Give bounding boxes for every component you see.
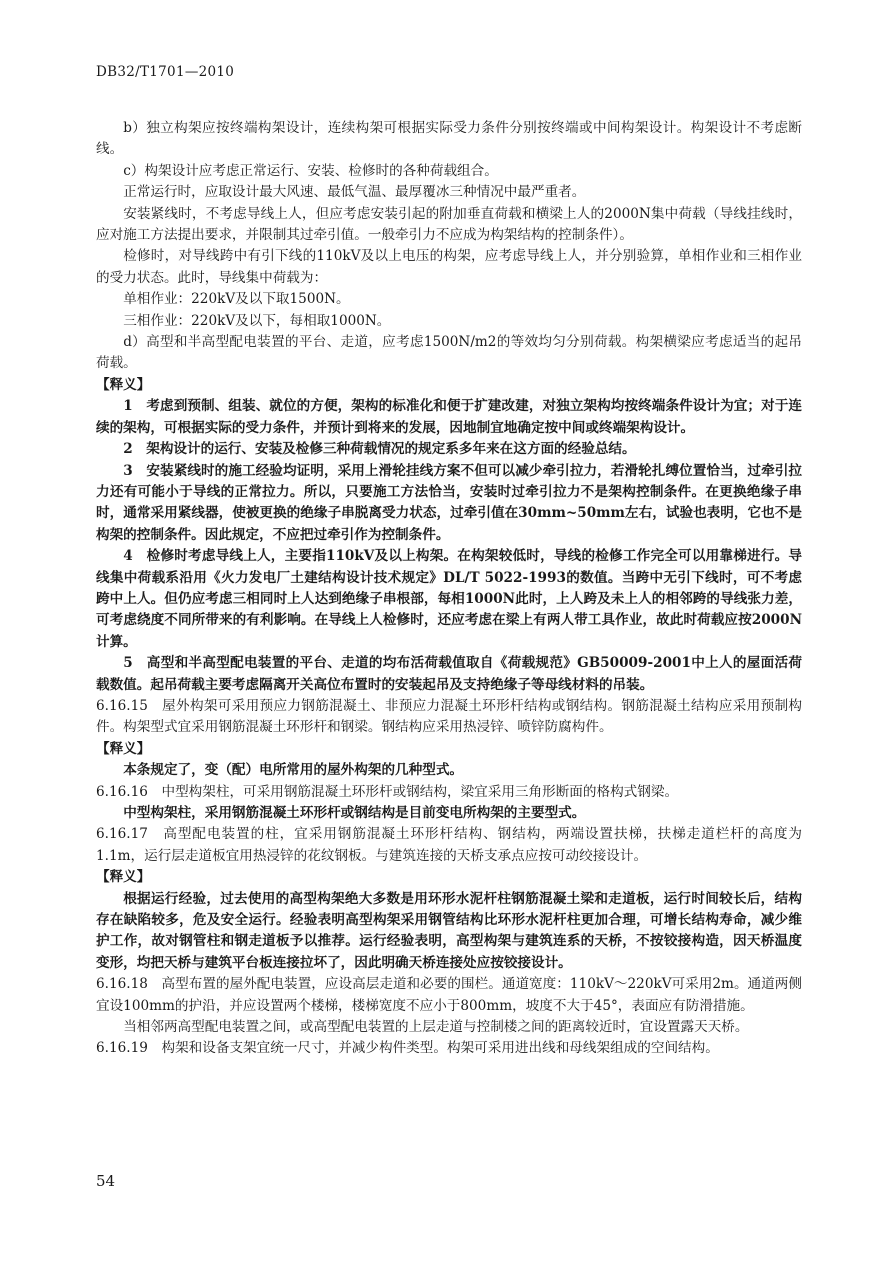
page-body bbox=[96, 118, 802, 1060]
clause-6-16-17: 6.16.17 高型配电装置的柱，宜采用钢筋混凝土环形杆结构、钢结构，两端设置扶梯，扶梯走道栏杆的高度为1.1m，运行层走道板宜用热浸锌的花纹钢板。与建筑连接的天桥支承点应按可动绞接设计。 bbox=[96, 826, 802, 864]
paragraph: 单相作业：220kV及以下取1500N。 bbox=[123, 291, 350, 308]
paragraph: 安装紧线时，不考虑导线上人，但应考虑安装引起的附加垂直荷载和横梁上人的2000N集中荷载（导线挂线时，应对施工方法提出要求，并限制其过牵引值。一般牵引力不应成为构架结构的控制条件）。 bbox=[96, 205, 802, 244]
paragraph: c）构架设计应考虑正常运行、安装、检修时的各种荷载组合。 bbox=[123, 162, 498, 179]
interpretation-paragraph: 5 高型和半高型配电装置的平台、走道的均布活荷载值取自《荷载规范》GB50009-2001中上人的屋面活荷载数值。起吊荷载主要考虑隔离开关高位布置时的安装起吊及支持绝缘子等母线材料的吊装。 bbox=[96, 655, 802, 693]
page-number: 54 bbox=[96, 1172, 116, 1190]
clause-6-16-18: 6.16.18 高型布置的屋外配电装置，应设高层走道和必要的围栏。通道宽度：110kV～220kV可采用2m。通道两侧宜设100mm的护沿，并应设置两个楼梯，楼梯宽度不应小于800mm，坡度不大于45°，表面应有防滑措施。 bbox=[96, 976, 802, 1014]
document-code-header: DB32/T1701—2010 bbox=[96, 64, 235, 80]
interpretation-paragraph: 1 考虑到预制、组装、就位的方便，架构的标准化和便于扩建改建，对独立架构均按终端条件设计为宜；对于连续的架构，可根据实际的受力条件，并预计到将来的发展，因地制宜地确定按中间或终端架构设计。 bbox=[96, 398, 802, 436]
paragraph: 三相作业：220kV及以下，每相取1000N。 bbox=[123, 312, 391, 329]
paragraph: d）高型和半高型配电装置的平台、走道，应考虑1500N/m2的等效均匀分别荷载。构架横梁应考虑适当的起吊荷载。 bbox=[96, 334, 802, 372]
interpretation-label: 【释义】 bbox=[96, 740, 151, 757]
interpretation-paragraph: 4 检修时考虑导线上人，主要指110kV及以上构架。在构架较低时，导线的检修工作完全可以用靠梯进行。导线集中荷载系沿用《火力发电厂土建结构设计技术规定》DL/T 5022-1993的数值。当跨中无引下线时，可不考虑跨中上人。但仍应考虑三相同时上人达到绝缘子串根部，每相1000N此时，上人跨及未上人的相邻跨的导线张力差，可考虑绕度不同所带来的有利影响。在导线上人检修时，还应考虑在梁上有两人带工具作业，故此时荷载应按2000N计算。 bbox=[96, 548, 802, 650]
paragraph: b）独立构架应按终端构架设计，连续构架可根据实际受力条件分别按终端或中间构架设计。构架设计不考虑断线。 bbox=[96, 120, 802, 158]
interpretation-paragraph: 根据运行经验，过去使用的高型构架绝大多数是用环形水泥杆柱钢筋混凝土梁和走道板，运行时间较长后，结构存在缺陷较多，危及安全运行。经验表明高型构架采用钢管结构比环形水泥杆柱更加合理，可增长结构寿命，减少维护工作，故对钢管柱和钢走道板予以推荐。运行经验表明，高型构架与建筑连系的天桥，不按铰接构造，因天桥温度变形，均把天桥与建筑平台板连接拉坏了，因此明确天桥连接处应按铰接设计。 bbox=[96, 890, 802, 971]
interpretation-paragraph: 3 安装紧线时的施工经验均证明，采用上滑轮挂线方案不但可以减少牵引拉力，若滑轮扎缚位置恰当，过牵引拉力还有可能小于导线的正常拉力。所以，只要施工方法恰当，安装时过牵引拉力不是架构控制条件。在更换绝缘子串时，通常采用紧线器，使被更换的绝缘子串脱离受力状态，过牵引值在30mm~50mm左右，试验也表明，它也不是构架的控制条件。因此规定，不应把过牵引作为控制条件。 bbox=[96, 462, 802, 543]
clause-6-16-19: 6.16.19 构架和设备支架宜统一尺寸，并减少构件类型。构架可采用进出线和母线架组成的空间结构。 bbox=[96, 1040, 719, 1057]
paragraph: 正常运行时，应取设计最大风速、最低气温、最厚覆冰三种情况中最严重者。 bbox=[123, 184, 586, 201]
interpretation-label: 【释义】 bbox=[96, 869, 151, 886]
paragraph: 检修时，对导线跨中有引下线的110kV及以上电压的构架，应考虑导线上人，并分别验算，单相作业和三相作业的受力状态。此时，导线集中荷载为： bbox=[96, 248, 802, 286]
interpretation-paragraph: 本条规定了，变（配）电所常用的屋外构架的几种型式。 bbox=[123, 762, 464, 779]
clause-6-16-15: 6.16.15 屋外构架可采用预应力钢筋混凝土、非预应力混凝土环形杆结构或钢结构。钢筋混凝土结构应采用预制构件。构架型式宜采用钢筋混凝土环形杆和钢梁。钢结构应采用热浸锌、喷锌防腐构件。 bbox=[96, 697, 802, 736]
interpretation-paragraph: 中型构架柱，采用钢筋混凝土环形杆或钢结构是目前变电所构架的主要型式。 bbox=[123, 805, 586, 821]
paragraph: 当相邻两高型配电装置之间，或高型配电装置的上层走道与控制楼之间的距离较近时，宜设置露天天桥。 bbox=[123, 1019, 749, 1036]
interpretation-label: 【释义】 bbox=[96, 376, 151, 393]
clause-6-16-16: 6.16.16 中型构架柱，可采用钢筋混凝土环形杆或钢结构，梁宜采用三角形断面的格构式钢梁。 bbox=[96, 783, 679, 800]
interpretation-paragraph: 2 架构设计的运行、安装及检修三种荷载情况的规定系多年来在这方面的经验总结。 bbox=[123, 441, 636, 458]
